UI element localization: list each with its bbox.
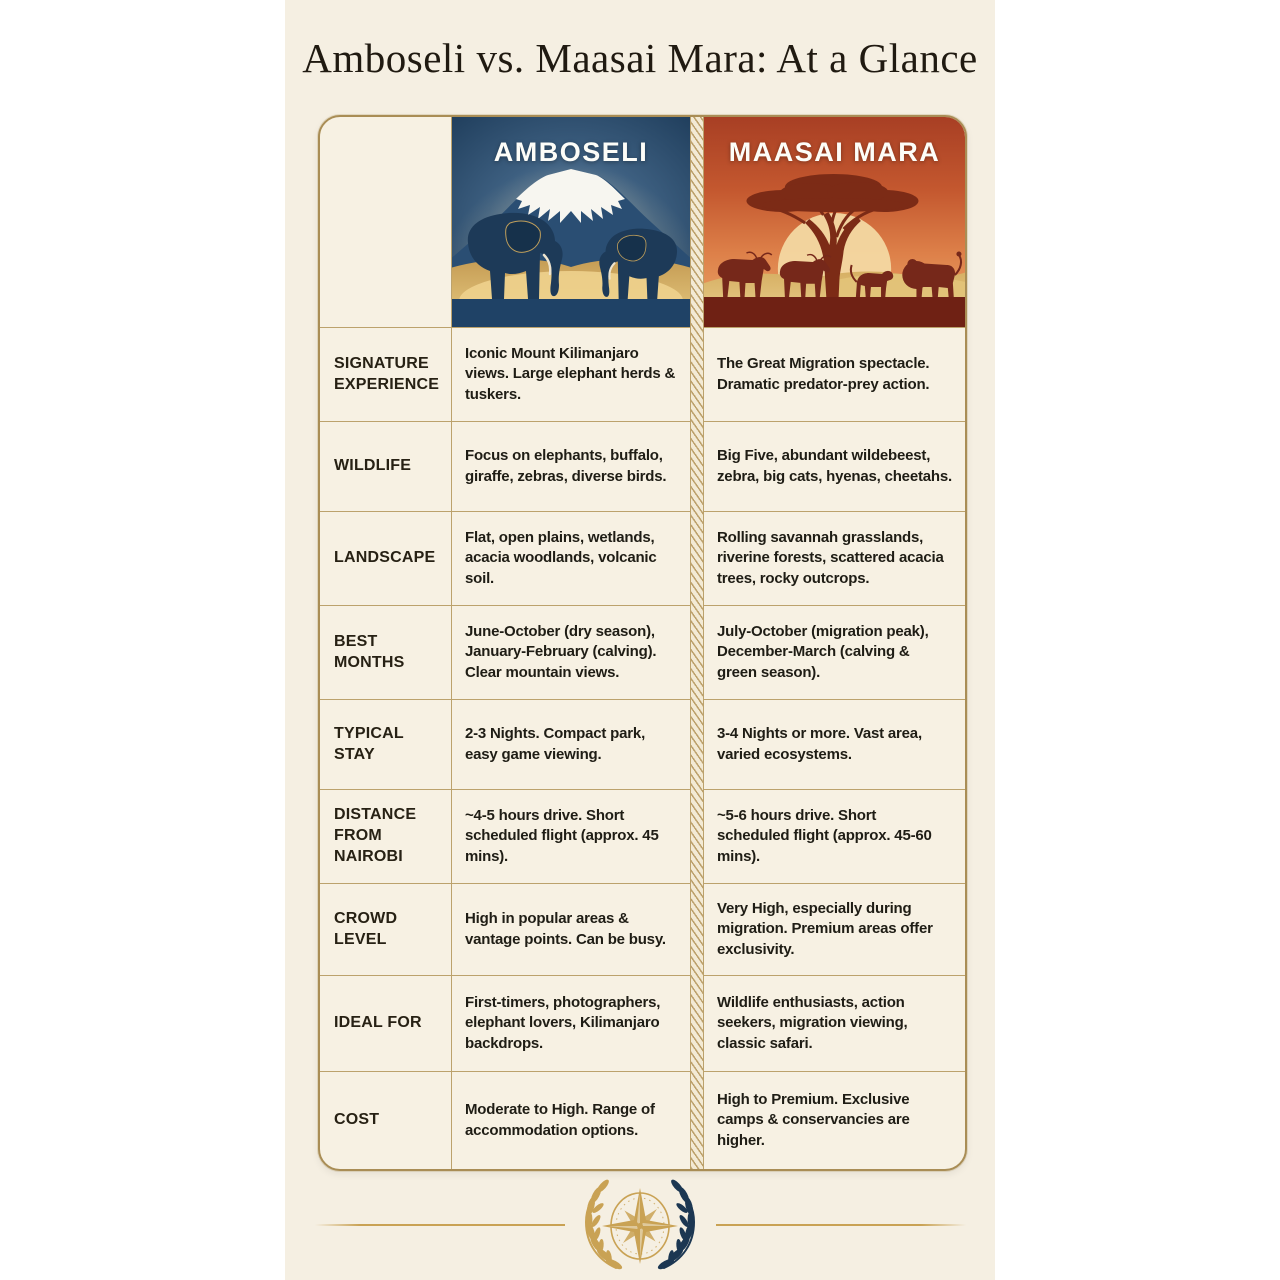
maasai-mara-cell: Very High, especially during migration. Premium areas offer exclusivity.: [704, 883, 965, 975]
row-label-distance-from-nairobi: DISTANCE FROM NAIROBI: [320, 789, 452, 883]
amboseli-column-title: AMBOSELI: [493, 137, 649, 167]
maasai-mara-header-card: [704, 117, 965, 327]
amboseli-cell: Moderate to High. Range of accommodation options.: [452, 1071, 690, 1169]
maasai-mara-cell: 3-4 Nights or more. Vast area, varied ecosystems.: [704, 699, 965, 789]
amboseli-cell: First-timers, photographers, elephant lovers, Kilimanjaro backdrops.: [452, 975, 690, 1071]
comparison-table: [318, 115, 967, 1171]
row-label-wildlife: WILDLIFE: [320, 421, 452, 511]
maasai-mara-cell: July-October (migration peak), December-March (calving & green season).: [704, 605, 965, 699]
row-label-typical-stay: TYPICAL STAY: [320, 699, 452, 789]
amboseli-cell: 2-3 Nights. Compact park, easy game viewing.: [452, 699, 690, 789]
footer-rule-left: [315, 1224, 565, 1226]
maasai-mara-cell: Wildlife enthusiasts, action seekers, migration viewing, classic safari.: [704, 975, 965, 1071]
row-label-best-months: BEST MONTHS: [320, 605, 452, 699]
amboseli-cell: ~4-5 hours drive. Short scheduled flight (approx. 45 mins).: [452, 789, 690, 883]
footer-emblem: [550, 1176, 730, 1278]
amboseli-cell: Iconic Mount Kilimanjaro views. Large elephant herds & tuskers.: [452, 327, 690, 421]
maasai-mara-cell: High to Premium. Exclusive camps & conservancies are higher.: [704, 1071, 965, 1169]
amboseli-cell: Flat, open plains, wetlands, acacia woodlands, volcanic soil.: [452, 511, 690, 605]
label-column-header-spacer: [320, 117, 452, 327]
maasai-mara-cell: Rolling savannah grasslands, riverine forests, scattered acacia trees, rocky outcrops.: [704, 511, 965, 605]
row-label-crowd-level: CROWD LEVEL: [320, 883, 452, 975]
amboseli-cell: June-October (dry season), January-February (calving). Clear mountain views.: [452, 605, 690, 699]
amboseli-header-card: [452, 117, 690, 327]
compass-rose-icon: [602, 1188, 678, 1264]
footer-rule-right: [716, 1224, 966, 1226]
column-divider: [690, 117, 704, 1169]
maasai-mara-cell: Big Five, abundant wildebeest, zebra, big cats, hyenas, cheetahs.: [704, 421, 965, 511]
maasai-mara-cell: ~5-6 hours drive. Short scheduled flight (approx. 45-60 mins).: [704, 789, 965, 883]
row-label-landscape: LANDSCAPE: [320, 511, 452, 605]
maasai-mara-column-title: MAASAI MARA: [728, 137, 941, 167]
maasai-mara-cell: The Great Migration spectacle. Dramatic predator-prey action.: [704, 327, 965, 421]
row-label-cost: COST: [320, 1071, 452, 1169]
row-label-signature-experience: SIGNATURE EXPERIENCE: [320, 327, 452, 421]
amboseli-cell: High in popular areas & vantage points. Can be busy.: [452, 883, 690, 975]
page-title: Amboseli vs. Maasai Mara: At a Glance: [302, 35, 978, 81]
row-label-ideal-for: IDEAL FOR: [320, 975, 452, 1071]
amboseli-cell: Focus on elephants, buffalo, giraffe, zebras, diverse birds.: [452, 421, 690, 511]
